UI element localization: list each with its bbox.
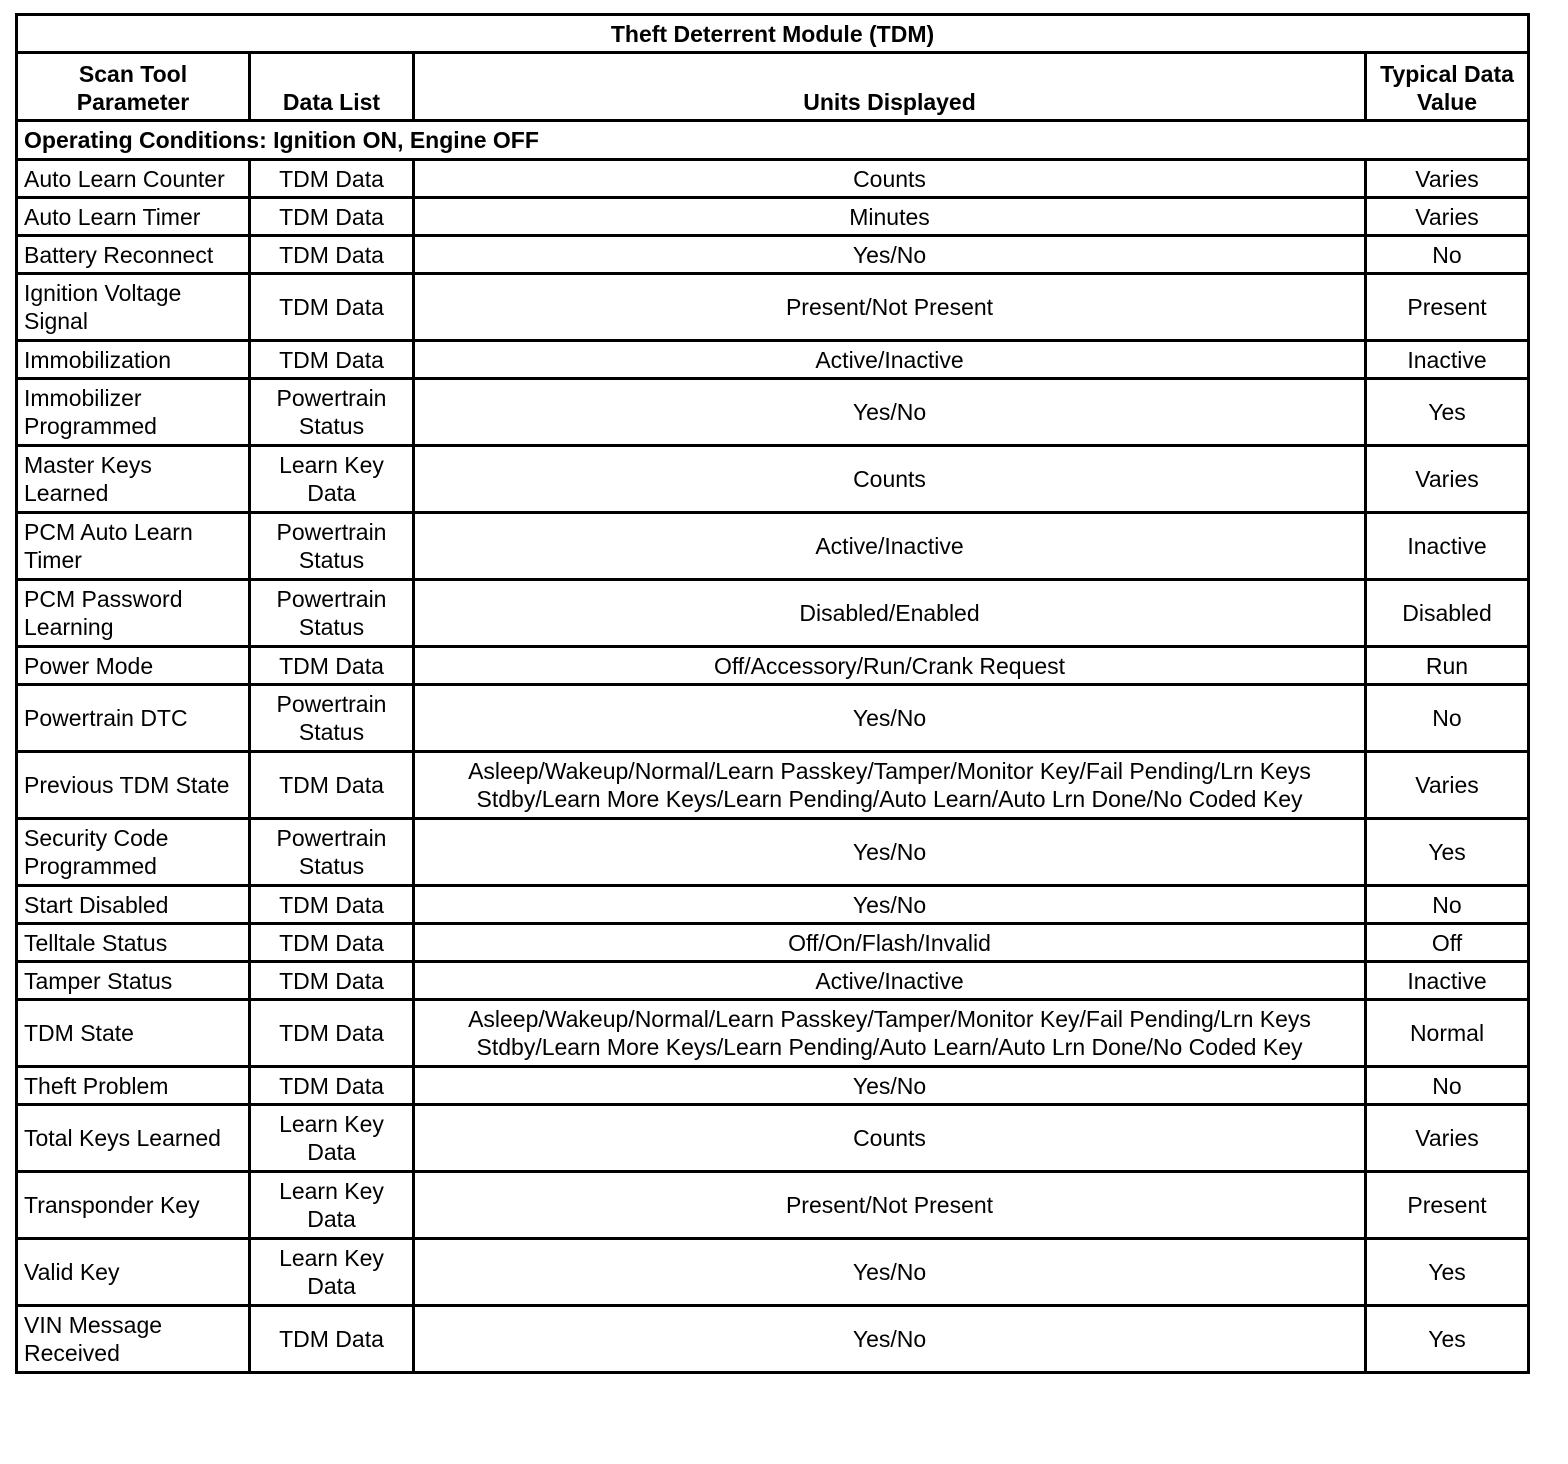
- cell-data-list: Learn Key Data: [250, 1172, 414, 1239]
- cell-scan-tool-parameter: Auto Learn Timer: [17, 198, 250, 236]
- cell-typical-data-value: Yes: [1366, 379, 1529, 446]
- cell-scan-tool-parameter: Ignition Voltage Signal: [17, 274, 250, 341]
- cell-scan-tool-parameter: Theft Problem: [17, 1067, 250, 1105]
- cell-typical-data-value: Varies: [1366, 1105, 1529, 1172]
- cell-typical-data-value: Present: [1366, 1172, 1529, 1239]
- cell-units-displayed: Asleep/Wakeup/Normal/Learn Passkey/Tamper/Monitor Key/Fail Pending/Lrn Keys Stdby/Learn More Keys/Learn Pending/Auto Learn/Auto Lrn Done/No Coded Key: [414, 1000, 1366, 1067]
- cell-typical-data-value: Normal: [1366, 1000, 1529, 1067]
- cell-data-list: TDM Data: [250, 341, 414, 379]
- cell-data-list: TDM Data: [250, 236, 414, 274]
- table-row: [17, 1306, 1529, 1373]
- header-scan-tool-parameter: Scan Tool Parameter: [17, 53, 250, 121]
- cell-scan-tool-parameter: TDM State: [17, 1000, 250, 1067]
- cell-data-list: Powertrain Status: [250, 819, 414, 886]
- cell-data-list: TDM Data: [250, 1306, 414, 1373]
- cell-scan-tool-parameter: Battery Reconnect: [17, 236, 250, 274]
- cell-scan-tool-parameter: Transponder Key: [17, 1172, 250, 1239]
- table-row: [17, 1105, 1529, 1172]
- cell-data-list: Powertrain Status: [250, 379, 414, 446]
- cell-data-list: TDM Data: [250, 198, 414, 236]
- cell-typical-data-value: Run: [1366, 647, 1529, 685]
- cell-units-displayed: Off/On/Flash/Invalid: [414, 924, 1366, 962]
- table-row: [17, 341, 1529, 379]
- operating-conditions-row: [17, 121, 1529, 160]
- cell-scan-tool-parameter: Valid Key: [17, 1239, 250, 1306]
- table-row: [17, 1239, 1529, 1306]
- tdm-data-table: [15, 13, 1530, 1374]
- cell-units-displayed: Active/Inactive: [414, 962, 1366, 1000]
- cell-scan-tool-parameter: PCM Auto Learn Timer: [17, 513, 250, 580]
- table-row: [17, 379, 1529, 446]
- table-row: [17, 1067, 1529, 1105]
- cell-data-list: Learn Key Data: [250, 446, 414, 513]
- cell-scan-tool-parameter: VIN Message Received: [17, 1306, 250, 1373]
- cell-units-displayed: Minutes: [414, 198, 1366, 236]
- table-row: [17, 236, 1529, 274]
- table-row: [17, 446, 1529, 513]
- table-row: [17, 198, 1529, 236]
- table-row: [17, 647, 1529, 685]
- table-row: [17, 819, 1529, 886]
- table-title: Theft Deterrent Module (TDM): [17, 15, 1529, 53]
- cell-typical-data-value: Inactive: [1366, 513, 1529, 580]
- cell-units-displayed: Active/Inactive: [414, 341, 1366, 379]
- cell-units-displayed: Disabled/Enabled: [414, 580, 1366, 647]
- cell-data-list: TDM Data: [250, 1067, 414, 1105]
- cell-units-displayed: Present/Not Present: [414, 1172, 1366, 1239]
- table-row: [17, 962, 1529, 1000]
- cell-typical-data-value: Disabled: [1366, 580, 1529, 647]
- cell-data-list: Learn Key Data: [250, 1239, 414, 1306]
- cell-units-displayed: Counts: [414, 1105, 1366, 1172]
- cell-data-list: TDM Data: [250, 752, 414, 819]
- cell-units-displayed: Counts: [414, 160, 1366, 198]
- cell-scan-tool-parameter: Immobilizer Programmed: [17, 379, 250, 446]
- cell-units-displayed: Counts: [414, 446, 1366, 513]
- cell-data-list: TDM Data: [250, 924, 414, 962]
- cell-scan-tool-parameter: Previous TDM State: [17, 752, 250, 819]
- header-units-displayed: Units Displayed: [414, 53, 1366, 121]
- operating-conditions: Operating Conditions: Ignition ON, Engine OFF: [17, 121, 1529, 160]
- cell-units-displayed: Yes/No: [414, 1306, 1366, 1373]
- cell-typical-data-value: Inactive: [1366, 341, 1529, 379]
- cell-data-list: Powertrain Status: [250, 580, 414, 647]
- table-row: [17, 685, 1529, 752]
- cell-data-list: Powertrain Status: [250, 685, 414, 752]
- cell-data-list: TDM Data: [250, 274, 414, 341]
- table-row: [17, 1000, 1529, 1067]
- cell-scan-tool-parameter: Auto Learn Counter: [17, 160, 250, 198]
- cell-data-list: TDM Data: [250, 1000, 414, 1067]
- cell-units-displayed: Yes/No: [414, 1239, 1366, 1306]
- cell-units-displayed: Off/Accessory/Run/Crank Request: [414, 647, 1366, 685]
- table-row: [17, 160, 1529, 198]
- cell-scan-tool-parameter: Total Keys Learned: [17, 1105, 250, 1172]
- cell-units-displayed: Yes/No: [414, 379, 1366, 446]
- cell-units-displayed: Yes/No: [414, 236, 1366, 274]
- cell-units-displayed: Yes/No: [414, 685, 1366, 752]
- cell-typical-data-value: Varies: [1366, 752, 1529, 819]
- cell-scan-tool-parameter: PCM Password Learning: [17, 580, 250, 647]
- table-title-row: [17, 15, 1529, 53]
- cell-typical-data-value: Off: [1366, 924, 1529, 962]
- cell-typical-data-value: Varies: [1366, 198, 1529, 236]
- table-row: [17, 1172, 1529, 1239]
- table-row: [17, 752, 1529, 819]
- cell-scan-tool-parameter: Security Code Programmed: [17, 819, 250, 886]
- cell-typical-data-value: Varies: [1366, 446, 1529, 513]
- table-row: [17, 513, 1529, 580]
- cell-typical-data-value: No: [1366, 236, 1529, 274]
- cell-scan-tool-parameter: Immobilization: [17, 341, 250, 379]
- table-row: [17, 886, 1529, 924]
- cell-data-list: TDM Data: [250, 962, 414, 1000]
- cell-typical-data-value: Varies: [1366, 160, 1529, 198]
- cell-data-list: TDM Data: [250, 160, 414, 198]
- cell-typical-data-value: No: [1366, 1067, 1529, 1105]
- cell-scan-tool-parameter: Tamper Status: [17, 962, 250, 1000]
- cell-typical-data-value: Yes: [1366, 1306, 1529, 1373]
- table-row: [17, 580, 1529, 647]
- cell-scan-tool-parameter: Powertrain DTC: [17, 685, 250, 752]
- cell-data-list: Powertrain Status: [250, 513, 414, 580]
- cell-typical-data-value: Yes: [1366, 819, 1529, 886]
- header-data-list: Data List: [250, 53, 414, 121]
- cell-units-displayed: Active/Inactive: [414, 513, 1366, 580]
- cell-scan-tool-parameter: Telltale Status: [17, 924, 250, 962]
- cell-typical-data-value: Yes: [1366, 1239, 1529, 1306]
- cell-units-displayed: Yes/No: [414, 1067, 1366, 1105]
- cell-data-list: TDM Data: [250, 647, 414, 685]
- cell-typical-data-value: No: [1366, 886, 1529, 924]
- cell-data-list: Learn Key Data: [250, 1105, 414, 1172]
- cell-typical-data-value: Present: [1366, 274, 1529, 341]
- cell-units-displayed: Yes/No: [414, 819, 1366, 886]
- column-header-row: [17, 53, 1529, 121]
- table-row: [17, 274, 1529, 341]
- cell-scan-tool-parameter: Master Keys Learned: [17, 446, 250, 513]
- cell-units-displayed: Asleep/Wakeup/Normal/Learn Passkey/Tamper/Monitor Key/Fail Pending/Lrn Keys Stdby/Learn More Keys/Learn Pending/Auto Learn/Auto Lrn Done/No Coded Key: [414, 752, 1366, 819]
- cell-units-displayed: Yes/No: [414, 886, 1366, 924]
- cell-typical-data-value: No: [1366, 685, 1529, 752]
- table-row: [17, 924, 1529, 962]
- cell-units-displayed: Present/Not Present: [414, 274, 1366, 341]
- cell-typical-data-value: Inactive: [1366, 962, 1529, 1000]
- cell-scan-tool-parameter: Power Mode: [17, 647, 250, 685]
- header-typical-data-value: Typical Data Value: [1366, 53, 1529, 121]
- cell-data-list: TDM Data: [250, 886, 414, 924]
- cell-scan-tool-parameter: Start Disabled: [17, 886, 250, 924]
